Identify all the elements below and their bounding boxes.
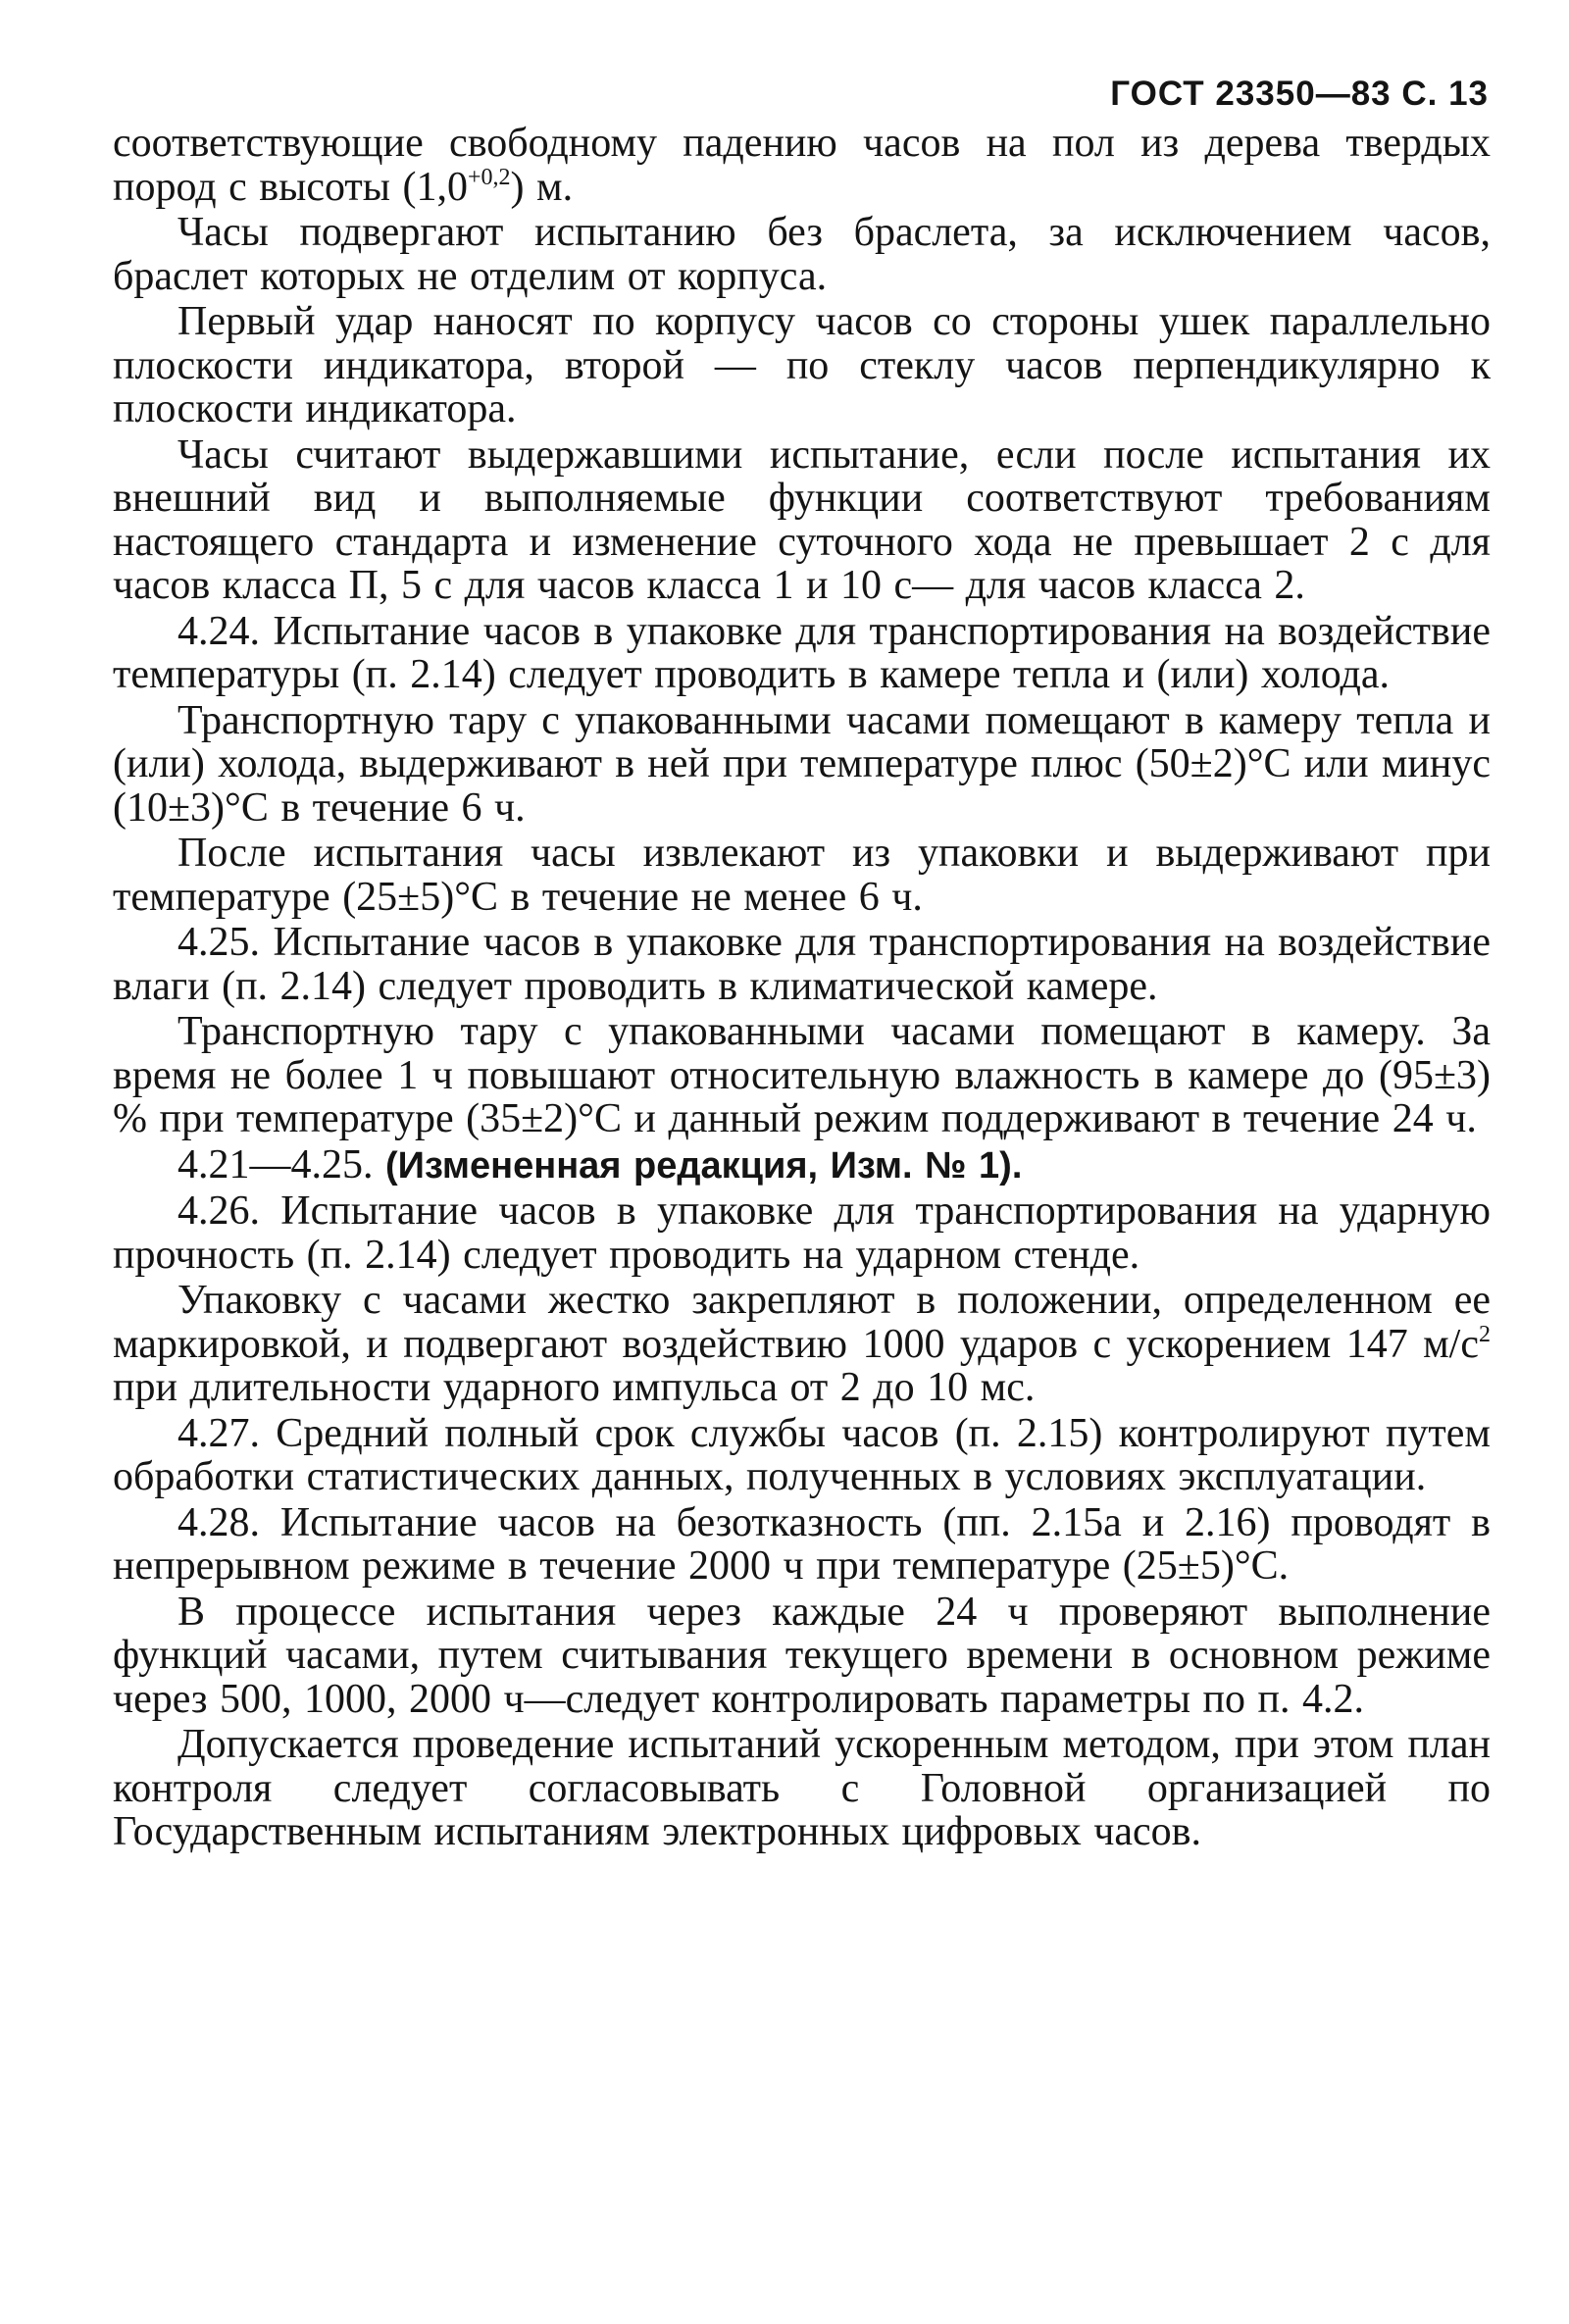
paragraph-drop-height: соответствующие свободному падению часов на пол из дерева твердых пород с высоты $(1,0^{+0,2})$ м. [113,121,1491,210]
clause-4-28: 4.28. Испытание часов на безотказность (пп. 2.15а и 2.16) проводят в непрерывном режиме в течение 2000 ч при температуре (25±5)°С. [113,1499,1491,1589]
clause-4-27: 4.27. Средний полный срок службы часов (п. 2.15) контролируют путем обработки статистических данных, полученных в условиях эксплуатации. [113,1410,1491,1499]
paragraph-shock-conditions: Упаковку с часами жестко закрепляют в положении, определенном ее маркировкой, и подвергают воздействию 1000 ударов с ускорением 147 $м/с^2$ при длительности ударного импульса от 2 до 10 мс. [113,1278,1491,1410]
amendment-bold-text: (Измененная редакция, Изм. № 1). [385,1144,1023,1187]
paragraph-temperature-conditions: Транспортную тару с упакованными часами помещают в камеру тепла и (или) холода, выдерживают в ней при температуре плюс (50±2)°С или минус (10±3)°С в течение 6 ч. [113,697,1491,831]
paragraph-impact-order: Первый удар наносят по корпусу часов со стороны ушек параллельно плоскости индикатора, второй — по стеклу часов перпендикулярно к плоскости индикатора. [113,299,1491,431]
paragraph-after-test: После испытания часы извлекают из упаковки и выдерживают при температуре (25±5)°С в течение не менее 6 ч. [113,831,1491,920]
clause-4-25: 4.25. Испытание часов в упаковке для транспортирования на воздействие влаги (п. 2.14) следует проводить в климатической камере. [113,920,1491,1009]
paragraph-accelerated-method: Допускается проведение испытаний ускоренным методом, при этом план контроля следует согласовывать с Головной организацией по Государственным испытаниям электронных цифровых часов. [113,1722,1491,1854]
paragraph-no-bracelet: Часы подвергают испытанию без браслета, за исключением часов, браслет которых не отделим от корпуса. [113,210,1491,299]
paragraph-humidity-conditions: Транспортную тару с упакованными часами помещают в камеру. За время не более 1 ч повышают относительную влажность в камере до (95±3) % при температуре (35±2)°С и данный режим поддерживают в течение 24 ч. [113,1009,1491,1141]
height-tolerance-superscript: +0,2 [467,164,511,190]
paragraph-pass-criteria: Часы считают выдержавшими испытание, если после испытания их внешний вид и выполняемые функции соответствуют требованиям настоящего стандарта и изменение суточного хода не превышает 2 с для часов класса П, 5 с для часов класса 1 и 10 с— для часов класса 2. [113,431,1491,608]
paragraph-function-checks: В процессе испытания через каждые 24 ч проверяют выполнение функций часами, путем считывания текущего времени в основном режиме через 500, 1000, 2000 ч—следует контролировать параметры по п. 4.2. [113,1589,1491,1722]
document-page [113,71,1491,1856]
page-header [113,71,1489,122]
clause-4-26: 4.26. Испытание часов в упаковке для транспортирования на ударную прочность (п. 2.14) следует проводить на ударном стенде. [113,1188,1491,1278]
clause-4-24: 4.24. Испытание часов в упаковке для транспортирования на воздействие температуры (п. 2.14) следует проводить в камере тепла и (или) холода. [113,608,1491,697]
amendment-note: 4.21—4.25. (Измененная редакция, Изм. № 1). [177,1141,1023,1187]
standard-number: ГОСТ 23350—83 С. 13 [1110,75,1489,113]
acceleration-unit-superscript: 2 [1479,1321,1491,1347]
